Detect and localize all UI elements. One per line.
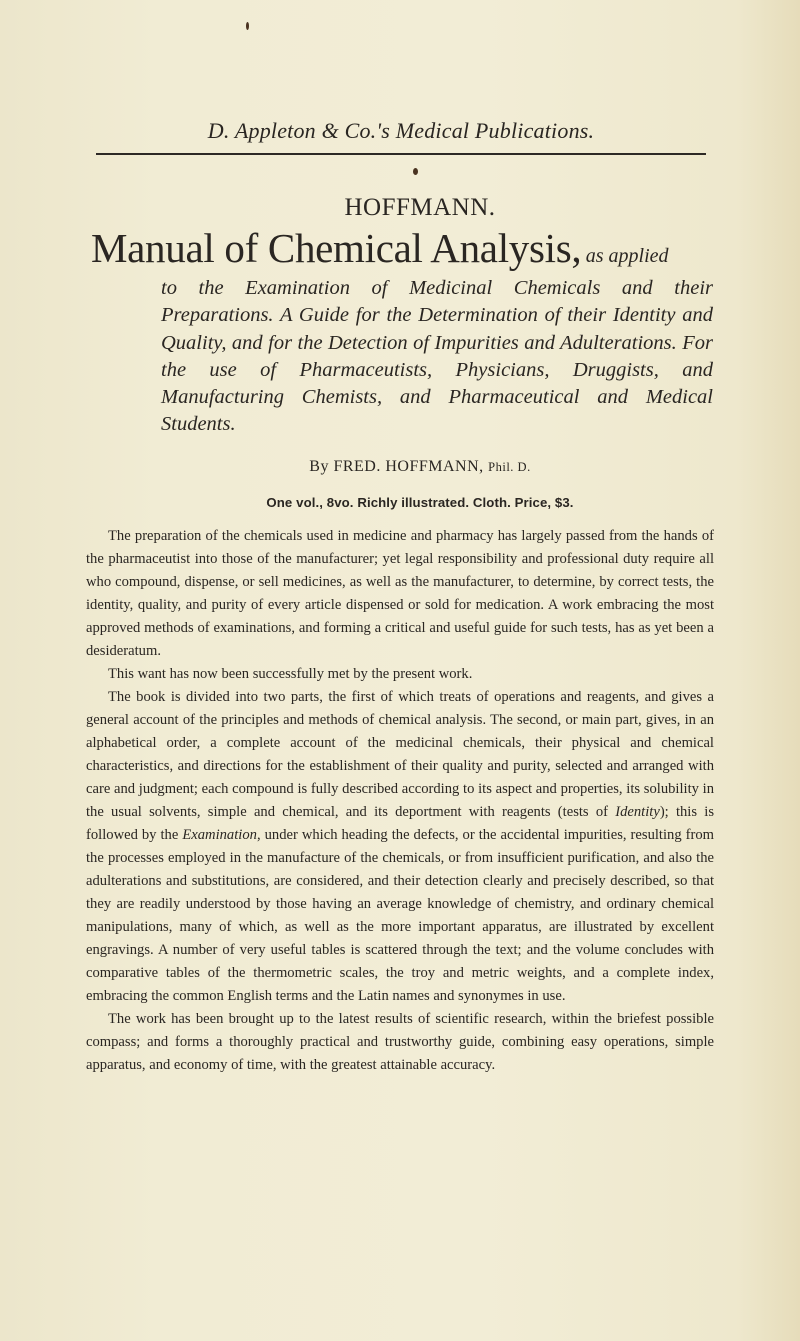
- paragraph-1: The preparation of the chemicals used in medicine and pharmacy has largely passed from the hands of the pharmaceutist into those of the manufacturer; yet legal responsibility and professional duty require all who compound, dispense, or sell medicines, as well as the manufacturer, to determine, by correct tests, the identity, quality, and purity of every article dispensed or sold for medication. A work embracing the most approved methods of examinations, and forming a critical and useful guide for such tests, has as yet been a desideratum.: [86, 528, 714, 659]
- description-body: [86, 525, 714, 1077]
- paragraph-3-part3: , under which heading the defects, or the accidental impurities, resulting from the processes employed in the manufacture of the chemicals, or from insufficient purification, and also the adulterations and substitutions, are considered, and their detection clearly and precisely described, so that they are readily understood by those having an average knowledge of chemistry, and ordinary chemical manipulations, many of which, as well as the more important apparatus, are illustrated by excellent engravings. A number of very useful tables is scattered through the text; and the volume concludes with comparative tables of the thermometric scales, the troy and metric weights, and a complete index, embracing the common English terms and the Latin names and synonymes in use.: [86, 827, 714, 1004]
- paragraph-3-part1: The book is divided into two parts, the first of which treats of operations and reagents, and gives a general account of the principles and methods of chemical analysis. The second, or main part, gives, in an alphabetical order, a complete account of the medicinal chemicals, their physical and chemical characteristics, and directions for the establishment of their quality and purity, selected and arranged with care and judgment; each compound is fully described according to its aspect and properties, its solubility in the usual solvents, simple and chemical, and its deportment with reagents (tests of: [86, 689, 714, 820]
- examination-term: Examination: [182, 827, 257, 843]
- byline: [60, 458, 780, 476]
- ink-speck: [413, 168, 418, 175]
- paragraph-4: The work has been brought up to the latest results of scientific research, within the briefest possible compass; and forms a thoroughly practical and trustworthy guide, combining easy operations, simple apparatus, and economy of time, with the greatest attainable accuracy.: [86, 1011, 714, 1073]
- book-subtitle: to the Examination of Medicinal Chemicals and their Preparations. A Guide for the Determination of their Identity and Quality, and for the Detection of Impurities and Adulterations. For the use of Pharmaceutists, Physicians, Druggists, and Manufacturing Chemists, and Pharmaceutical and Medical Students.: [161, 277, 713, 436]
- publication-info: One vol., 8vo. Richly illustrated. Cloth. Price, $3.: [266, 495, 574, 510]
- byline-degree: Phil. D.: [488, 460, 531, 474]
- byline-author: FRED. HOFFMANN,: [333, 458, 484, 475]
- paragraph-3-part2: ); this is followed by the: [86, 804, 715, 843]
- book-title-main: Manual of Chemical Analysis,: [91, 225, 582, 271]
- identity-term: Identity: [615, 804, 660, 820]
- ink-speck: [246, 22, 249, 30]
- paragraph-2: This want has now been successfully met by the present work.: [108, 666, 473, 682]
- book-title: [91, 224, 711, 272]
- header-rule: [96, 153, 706, 155]
- paragraph-3: [86, 686, 714, 1008]
- book-subtitle-lead: as applied: [585, 245, 669, 267]
- author-heading: HOFFMANN.: [344, 194, 496, 221]
- byline-by: By: [309, 458, 329, 475]
- running-header: D. Appleton & Co.'s Medical Publications.: [207, 118, 595, 143]
